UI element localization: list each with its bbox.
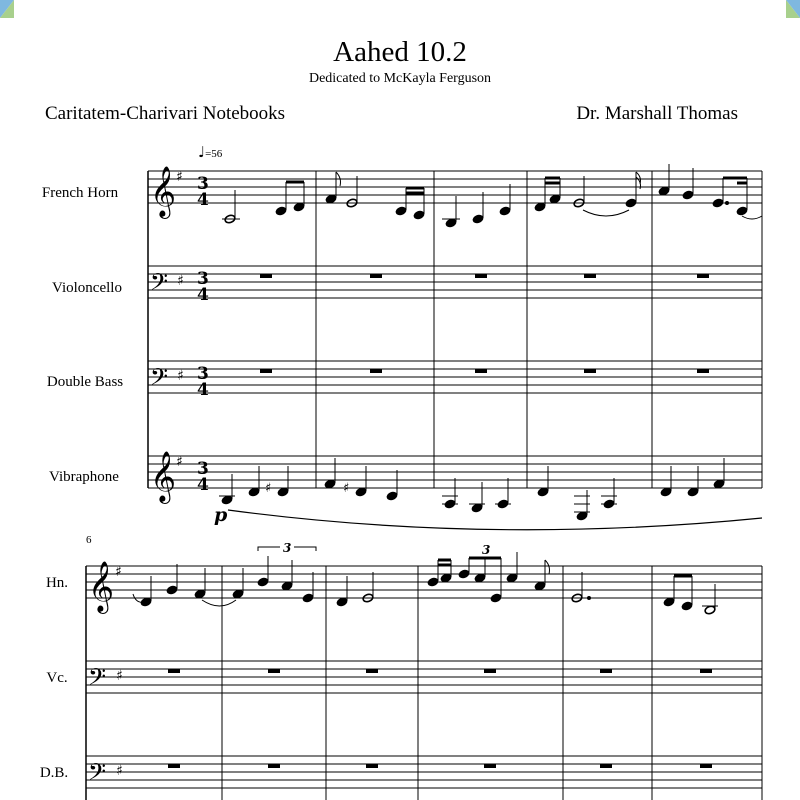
staff-horn — [148, 171, 762, 203]
tuplet-number: 3 — [482, 543, 491, 557]
time-sig-top: 3 — [197, 174, 209, 194]
sharp-icon: ♯ — [116, 668, 123, 684]
horn-notes-m1-5 — [222, 164, 762, 228]
bass-clef-icon: 𝄢 — [150, 268, 169, 301]
instrument-name-horn: French Horn — [41, 185, 119, 201]
staff-cello-2 — [86, 661, 762, 693]
svg-text:♯: ♯ — [265, 481, 272, 496]
staff-horn-2 — [86, 566, 762, 598]
time-sig-bottom: 4 — [197, 285, 209, 305]
staff-bass — [148, 361, 762, 393]
treble-clef-icon: 𝄞 — [150, 166, 177, 217]
staff-bass-2 — [86, 756, 762, 788]
sharp-icon: ♯ — [177, 368, 184, 384]
sharp-icon: ♯ — [177, 273, 184, 289]
treble-clef-icon: 𝄞 — [88, 561, 115, 612]
time-sig-top: 3 — [197, 459, 209, 479]
bass-clef-icon: 𝄢 — [150, 363, 169, 396]
rests-system-1 — [260, 274, 709, 373]
instrument-name-cello: Violoncello — [52, 280, 122, 296]
barlines-system-1 — [316, 171, 762, 488]
staff-cello — [148, 266, 762, 298]
vibraphone-notes — [219, 458, 762, 530]
treble-clef-icon: 𝄞 — [150, 451, 177, 502]
score-subtitle: Dedicated to McKayla Ferguson — [308, 71, 492, 86]
quarter-note-icon: ♩ — [198, 143, 206, 161]
bass-clef-icon: 𝄢 — [88, 758, 107, 791]
tempo-value: =56 — [205, 148, 223, 160]
rests-system-2 — [168, 669, 712, 768]
sharp-icon: ♯ — [176, 169, 183, 185]
instrument-name-bass: Double Bass — [46, 374, 124, 390]
sharp-icon: ♯ — [116, 763, 123, 779]
time-sig-bottom: 4 — [197, 475, 209, 495]
system-2 — [86, 566, 762, 800]
instrument-abbr-bass: D.B. — [39, 765, 69, 781]
svg-text:♯: ♯ — [343, 481, 350, 496]
sharp-icon: ♯ — [176, 454, 183, 470]
time-sig-top: 3 — [197, 269, 209, 289]
tuplet-number: 3 — [283, 541, 292, 555]
sharp-icon: ♯ — [115, 564, 122, 580]
measure-number: 6 — [86, 534, 92, 546]
bass-clef-icon: 𝄢 — [88, 663, 107, 696]
time-sig-bottom: 4 — [197, 190, 209, 210]
composer-label: Dr. Marshall Thomas — [576, 103, 738, 124]
instrument-abbr-cello: Vc. — [46, 670, 68, 686]
horn-notes-m6-11 — [133, 547, 718, 615]
instrument-abbr-horn: Hn. — [45, 575, 69, 591]
dynamic-piano: p — [214, 504, 228, 526]
instrument-name-vibraphone: Vibraphone — [49, 469, 119, 485]
time-sig-top: 3 — [197, 364, 209, 384]
time-sig-bottom: 4 — [197, 380, 209, 400]
score-title: Aahed 10.2 — [333, 36, 467, 68]
publisher-label: Caritatem-Charivari Notebooks — [45, 103, 286, 124]
